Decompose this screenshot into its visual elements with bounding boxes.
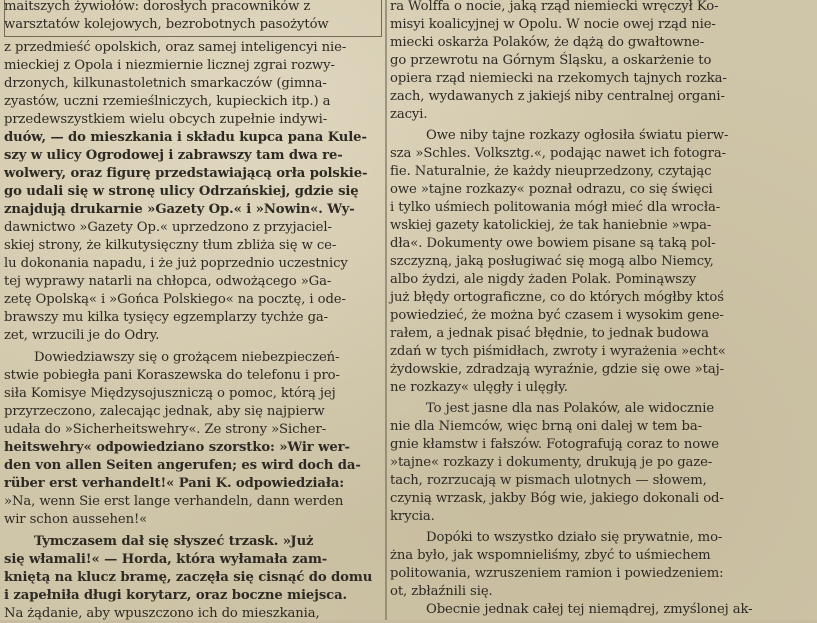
right-line-33: ot, zbłaźnili się.: [390, 584, 493, 599]
right-line-32: politowania, wzruszeniem ramion i powiedzeniem:: [390, 566, 724, 581]
right-line-12: i tylko uśmiech politowania mógł mieć dla wrocła-: [390, 200, 721, 215]
right-line-1: ra Wolffa o nocie, jaką rząd niemiecki wręczył Ko-: [390, 0, 719, 14]
left-line-9: szy w ulicy Ogrodowej i zabrawszy tam dwa re-: [4, 148, 343, 163]
left-line-31: się włamali!« — Horda, która wyłamała zam-: [4, 552, 328, 567]
right-line-16: albo żydzi, ale nigdy żaden Polak. Pominąwszy: [390, 272, 697, 287]
right-line-34: Obecnie jednak całej tej niemądrej, zmyślonej ak-: [426, 602, 753, 617]
right-line-25: gnie kłamstw i fałszów. Fotografują coraz to nowe: [390, 437, 719, 452]
right-line-4: go przewrotu na Górnym Śląsku, a oskarżenie to: [390, 53, 712, 68]
right-line-3: miecki oskarża Polaków, że dążą do gwałtowne-: [390, 35, 705, 50]
right-line-21: żydowskie, zdradzają wyraźnie, gdzie się owe »taj-: [390, 362, 724, 377]
left-line-23: przyrzeczono, zalecając jednak, aby się najpierw: [4, 404, 325, 419]
left-line-10: wolwery, oraz figurę przedstawiającą orła polskie-: [4, 166, 368, 181]
right-line-10: fie. Naturalnie, że każdy nieuprzedzony, czytając: [390, 164, 712, 179]
right-line-27: tach, rozrzucają w pismach ulotnych — słowem,: [390, 473, 707, 488]
left-line-33: i zapełniła długi korytarz, oraz boczne miejsca.: [4, 588, 348, 603]
left-line-32: kniętą na klucz bramę, zaczęła się cisnąć do domu: [4, 570, 373, 585]
right-line-18: powiedzieć, że można być czasem i wysokim gene-: [390, 308, 724, 323]
left-line-30: Tymczasem dał się słyszeć trzask. »Już: [34, 534, 314, 549]
left-line-3: z przedmieść opolskich, oraz samej inteligencyi nie-: [4, 40, 347, 55]
left-line-27: rüber erst verhandelt!« Pani K. odpowiedziała:: [4, 476, 345, 491]
left-line-12: znajdują drukarnie »Gazety Op.« i »Nowin«. Wy-: [4, 202, 355, 217]
left-line-5: drzonych, kilkunastoletnich smarkaczów (gimna-: [4, 76, 327, 91]
left-line-29: wir schon aussehen!«: [4, 512, 148, 527]
left-line-13: dawnictwo »Gazety Op.« uprzedzono z przyjaciel-: [4, 220, 332, 235]
left-line-17: zetę Opolską« i »Gońca Polskiego« na pocztę, i ode-: [4, 292, 346, 307]
left-line-7: przedewszystkiem wielu obcych zupełnie indywi-: [4, 112, 328, 127]
left-line-6: zyastów, uczni rzemieślniczych, kupieckich itp.) a: [4, 94, 331, 109]
right-line-24: nie dla Niemców, więc brną oni dalej w tem ba-: [390, 419, 702, 434]
right-line-8: Owe niby tajne rozkazy ogłosiła światu pierw-: [426, 128, 729, 143]
right-line-15: szczyzną, jaką posługiwać się mogą albo Niemcy,: [390, 254, 714, 269]
right-line-29: krycia.: [390, 509, 435, 524]
right-line-22: ne rozkazy« ulęgły i ulęgły.: [390, 380, 568, 395]
right-line-13: wskiej gazety katolickiej, że tak haniebnie »wpa-: [390, 218, 712, 233]
right-line-7: zacyi.: [390, 107, 428, 122]
left-line-18: brawszy mu kilka tysięcy egzemplarzy tychże ga-: [4, 310, 329, 325]
right-line-6: zach, wydawanych z jakiejś niby centralnej organi-: [390, 89, 725, 104]
left-line-11: go udali się w stronę ulicy Odrzańskiej, gdzie się: [4, 184, 359, 199]
right-line-23: To jest jasne dla nas Polaków, ale widocznie: [426, 401, 715, 416]
left-line-2: warsztatów kolejowych, bezrobotnych pasożytów: [4, 17, 329, 32]
right-line-14: dła«. Dokumenty owe bowiem pisane są taką pol-: [390, 236, 716, 251]
left-line-21: stwie pobiegła pani Koraszewska do telefonu i pro-: [4, 368, 340, 383]
right-line-9: sza »Schles. Volksztg.«, podając nawet ich fotogra-: [390, 146, 726, 161]
left-line-28: »Na, wenn Sie erst lange verhandeln, dann werden: [4, 494, 344, 509]
column-divider: [385, 0, 387, 620]
right-line-30: Dopóki to wszystko działo się prywatnie, mo-: [426, 530, 723, 545]
left-line-14: skiej strony, że kilkutysięczny tłum zbliża się w ce-: [4, 238, 337, 253]
right-line-20: zdań w tych piśmidłach, zwroty i wyrażenia »echt«: [390, 344, 726, 359]
left-line-4: mieckiej z Opola i niezmiernie licznej zgrai rozwy-: [4, 58, 335, 73]
right-line-19: rałem, a jednak pisać błędnie, to jednak budowa: [390, 326, 709, 341]
left-line-1: maitszych żywiołów: dorosłych pracowników z: [4, 0, 311, 14]
right-line-28: czynią wrzask, jakby Bóg wie, jakiego dokonali od-: [390, 491, 724, 506]
left-line-26: den von allen Seiten angerufen; es wird doch da-: [4, 458, 361, 473]
left-line-15: lu dokonania napadu, i że już poprzednio uczestnicy: [4, 256, 348, 271]
left-line-20: Dowiedziawszy się o grożącem niebezpieczeń-: [34, 350, 340, 365]
left-line-25: heitswehry« odpowiedziano szorstko: »Wir wer-: [4, 440, 350, 455]
left-line-19: zet, wrzucili je do Odry.: [4, 328, 160, 343]
right-line-5: opiera rząd niemiecki na rzekomych tajnych rozka-: [390, 71, 727, 86]
left-line-24: udała do »Sicherheitswehry«. Ze strony »Sicher-: [4, 422, 327, 437]
right-line-31: żna było, jak wspomnieliśmy, zbyć to uśmiechem: [390, 548, 711, 563]
right-line-11: owe »tajne rozkazy« poznał odrazu, co się święci: [390, 182, 713, 197]
left-line-8: duów, — do mieszkania i składu kupca pana Kule-: [4, 130, 367, 145]
right-line-2: misyi koalicyjnej w Opolu. W nocie owej rząd nie-: [390, 17, 716, 32]
right-line-26: »tajne« rozkazy i dokumenty, drukują je po gaze-: [390, 455, 713, 470]
left-line-16: tej wyprawy natarli na chłopca, odwożącego »Ga-: [4, 274, 332, 289]
left-line-34: Na żądanie, aby wpuszczono ich do mieszkania,: [4, 606, 320, 621]
left-line-22: siła Komisye Międzysojuszniczą o pomoc, którą jej: [4, 386, 336, 401]
right-line-17: już błędy ortograficzne, co do których mógłby ktoś: [390, 290, 724, 305]
